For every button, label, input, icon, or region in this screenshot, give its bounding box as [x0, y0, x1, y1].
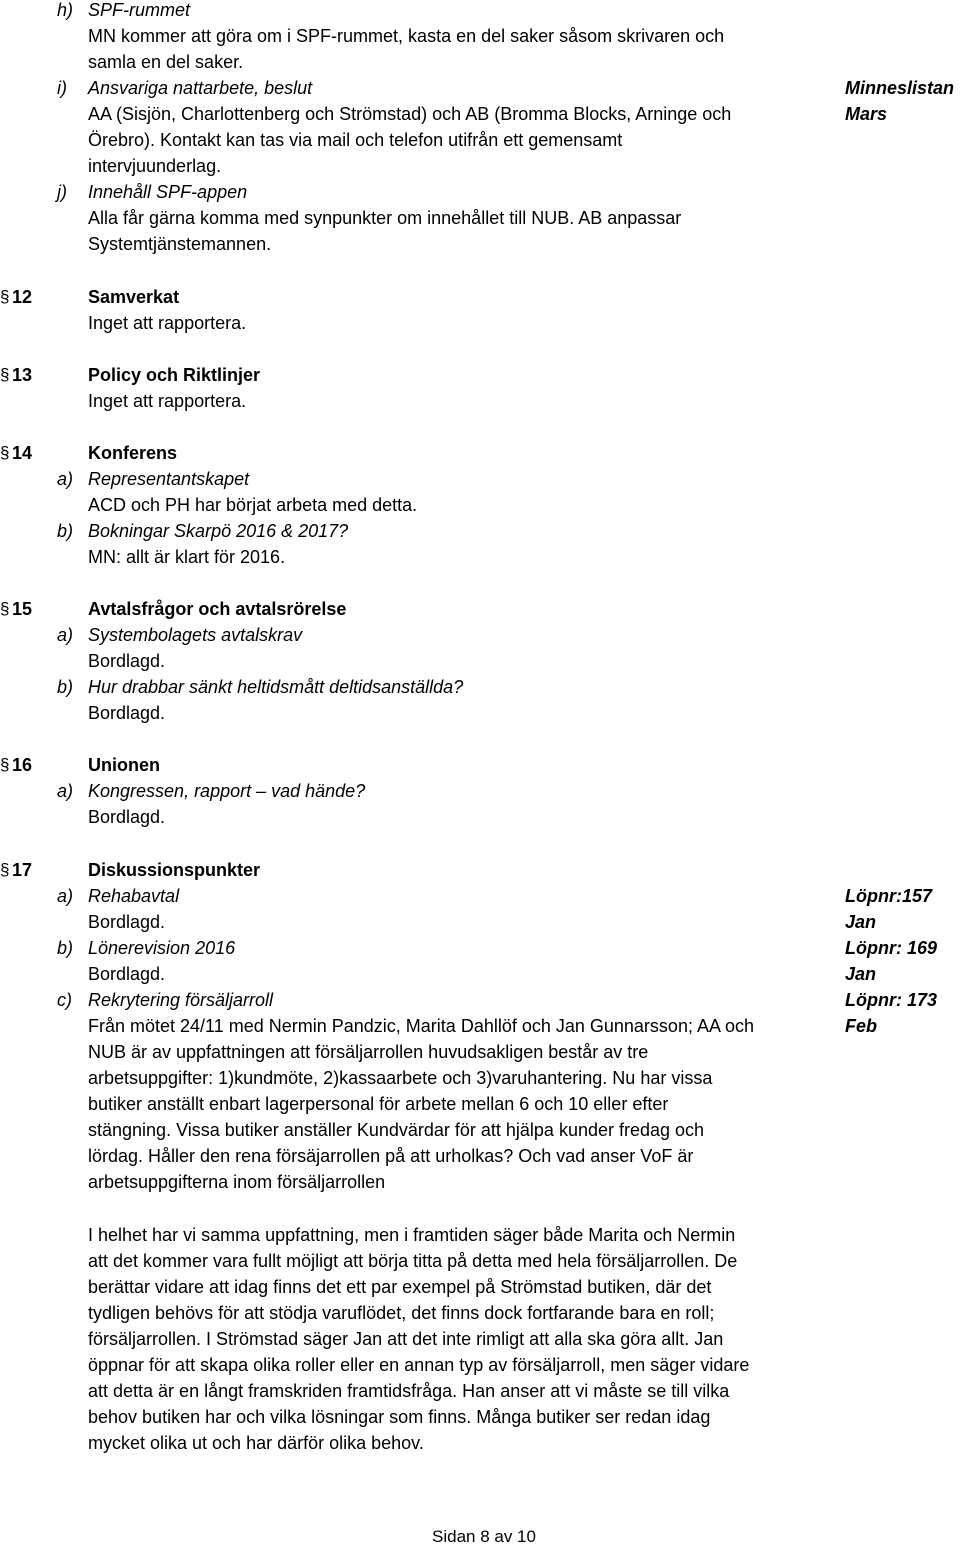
item-title: Rekrytering försäljarroll — [88, 990, 274, 1010]
paragraph-line: försäljarrollen. I Strömstad säger Jan att det inte rimligt att alla ska göra allt. Jan — [88, 1329, 724, 1349]
item-label: a) — [57, 886, 74, 906]
item-label-j: j) — [57, 182, 67, 202]
paragraph-line: arbetsuppgifter: 1)kundmöte, 2)kassaarbete och 3)varuhantering. Nu har vissa — [88, 1068, 713, 1088]
margin-note: Löpnr: 169 — [845, 938, 938, 958]
margin-note: Löpnr:157 — [845, 886, 933, 906]
section-mark: § — [0, 755, 10, 774]
paragraph-line: att det kommer vara fullt möjligt att börja titta på detta med hela försäljarrollen. De — [88, 1251, 738, 1271]
section-title: Avtalsfrågor och avtalsrörelse — [88, 599, 347, 619]
text-line: Bordlagd. — [88, 807, 166, 827]
text-line: Örebro). Kontakt kan tas via mail och telefon utifrån ett gemensamt — [88, 130, 623, 150]
section-mark: § — [0, 860, 10, 879]
item-title: Systembolagets avtalskrav — [88, 625, 303, 645]
item-title: Representantskapet — [88, 469, 250, 489]
margin-note: Löpnr: 173 — [845, 990, 938, 1010]
section-mark: § — [0, 443, 10, 462]
item-label: b) — [57, 938, 74, 958]
text-line: intervjuunderlag. — [88, 156, 222, 176]
text-line: Systemtjänstemannen. — [88, 234, 272, 254]
item-label: b) — [57, 521, 74, 541]
item-title-nattarbete: Ansvariga nattarbete, beslut — [88, 78, 313, 98]
paragraph-line: berättar vidare att idag finns det ett par exempel på Strömstad butiken, där det — [88, 1277, 712, 1297]
item-label: c) — [57, 990, 72, 1010]
item-label-i: i) — [57, 78, 67, 98]
text-line: Inget att rapportera. — [88, 313, 247, 333]
margin-note: Jan — [845, 964, 877, 984]
margin-note: Minneslistan — [845, 78, 955, 98]
section-mark: § — [0, 365, 10, 384]
paragraph-line: tydligen behövs för att stödja varuflödet, det finns dock fortfarande bara en roll; — [88, 1303, 715, 1323]
text-line: MN kommer att göra om i SPF-rummet, kasta en del saker såsom skrivaren och — [88, 26, 725, 46]
section-number: 12 — [12, 287, 33, 307]
item-title: Lönerevision 2016 — [88, 938, 236, 958]
item-title: Rehabavtal — [88, 886, 180, 906]
paragraph-line: att detta är en långt framskriden framtidsfråga. Han anser att vi måste se till vilka — [88, 1381, 730, 1401]
item-label-h: h) — [57, 0, 74, 20]
margin-note: Mars — [845, 104, 888, 124]
item-label: a) — [57, 625, 74, 645]
paragraph-line: NUB är av uppfattningen att försäljarrollen huvudsakligen består av tre — [88, 1042, 649, 1062]
item-title: Hur drabbar sänkt heltidsmått deltidsanställda? — [88, 677, 464, 697]
section-number: 15 — [12, 599, 33, 619]
text-line: AA (Sisjön, Charlottenberg och Strömstad) och AB (Bromma Blocks, Arninge och — [88, 104, 732, 124]
paragraph-line: arbetsuppgifterna inom försäljarrollen — [88, 1172, 386, 1192]
item-title: Kongressen, rapport – vad hände? — [88, 781, 366, 801]
text-line: ACD och PH har börjat arbeta med detta. — [88, 495, 418, 515]
section-number: 17 — [12, 860, 33, 880]
item-label: a) — [57, 469, 74, 489]
item-title-spf-rummet: SPF-rummet — [88, 0, 191, 20]
paragraph-line: Från mötet 24/11 med Nermin Pandzic, Marita Dahllöf och Jan Gunnarsson; AA och — [88, 1016, 754, 1036]
text-line: Bordlagd. — [88, 912, 166, 932]
text-line: MN: allt är klart för 2016. — [88, 547, 286, 567]
section-number: 13 — [12, 365, 33, 385]
section-title: Samverkat — [88, 287, 180, 307]
section-title: Unionen — [88, 755, 160, 775]
paragraph-line: öppnar för att skapa olika roller eller en annan typ av försäljarroll, men säger vidare — [88, 1355, 750, 1375]
paragraph-line: butiker anställt enbart lagerpersonal för arbete mellan 6 och 10 eller efter — [88, 1094, 669, 1114]
text-line: Inget att rapportera. — [88, 391, 247, 411]
text-line: Alla får gärna komma med synpunkter om innehållet till NUB. AB anpassar — [88, 208, 682, 228]
section-title: Diskussionspunkter — [88, 860, 261, 880]
text-line: Bordlagd. — [88, 703, 166, 723]
text-line: Bordlagd. — [88, 964, 166, 984]
section-number: 16 — [12, 755, 33, 775]
margin-note: Jan — [845, 912, 877, 932]
margin-note: Feb — [845, 1016, 878, 1036]
section-number: 14 — [12, 443, 33, 463]
paragraph-line: stängning. Vissa butiker anställer Kundvärdar för att hjälpa kunder fredag och — [88, 1120, 705, 1140]
paragraph-line: behov butiken har och vilka lösningar som finns. Många butiker ser redan idag — [88, 1407, 711, 1427]
item-title: Bokningar Skarpö 2016 & 2017? — [88, 521, 349, 541]
text-line: samla en del saker. — [88, 52, 244, 72]
item-label: b) — [57, 677, 74, 697]
text-line: Bordlagd. — [88, 651, 166, 671]
section-mark: § — [0, 287, 10, 306]
paragraph-line: lördag. Håller den rena försäjarrollen på att urholkas? Och vad anser VoF är — [88, 1146, 694, 1166]
section-title: Policy och Riktlinjer — [88, 365, 261, 385]
page-number: Sidan 8 av 10 — [432, 1527, 536, 1546]
paragraph-line: I helhet har vi samma uppfattning, men i framtiden säger både Marita och Nermin — [88, 1225, 736, 1245]
section-title: Konferens — [88, 443, 178, 463]
paragraph-line: mycket olika ut och har därför olika behov. — [88, 1433, 424, 1453]
section-mark: § — [0, 599, 10, 618]
item-title-spf-appen: Innehåll SPF-appen — [88, 182, 248, 202]
item-label: a) — [57, 781, 74, 801]
